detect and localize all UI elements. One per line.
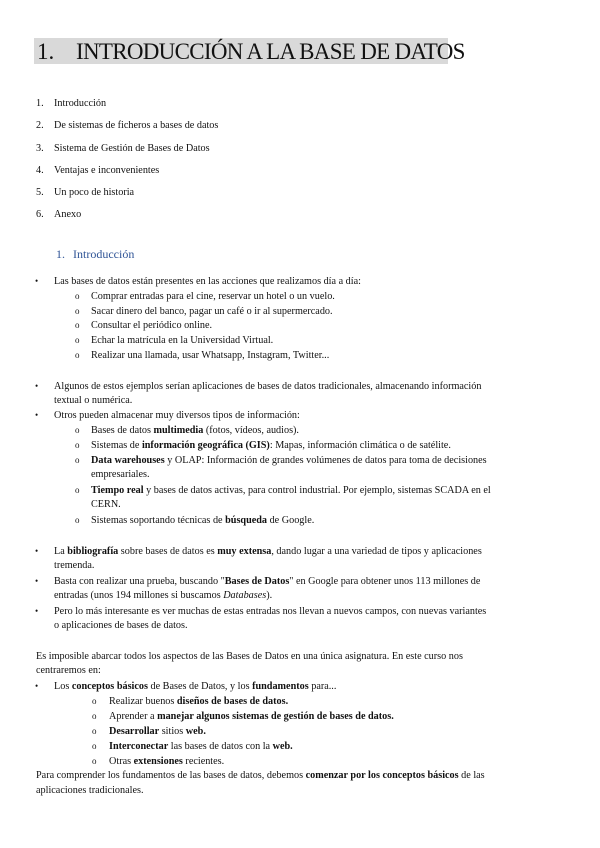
bullet-icon: • — [35, 381, 39, 391]
bullet-icon: • — [35, 276, 39, 286]
circle-bullet-icon: o — [92, 711, 97, 721]
toc-item: 3. Sistema de Gestión de Bases de Datos — [36, 142, 210, 154]
toc-item: 1. Introducción — [36, 98, 107, 109]
list-item: Interconectar las bases de datos con la web. — [109, 741, 293, 752]
circle-bullet-icon: o — [75, 320, 80, 330]
list-item: Echar la matrícula en la Universidad Virtual. — [91, 335, 274, 346]
list-item: Realizar una llamada, usar Whatsapp, Instagram, Twitter... — [91, 350, 330, 361]
toc-item: 6. Anexo — [36, 209, 82, 221]
circle-bullet-icon: o — [92, 741, 97, 751]
list-item: Aprender a manejar algunos sistemas de gestión de bases de datos. — [109, 711, 394, 722]
paragraph: Los conceptos básicos de Bases de Datos, y los fundamentos para... — [54, 681, 337, 692]
paragraph: o aplicaciones de bases de datos. — [54, 620, 188, 631]
paragraph: Otros pueden almacenar muy diversos tipos de información: — [54, 410, 300, 421]
circle-bullet-icon: o — [75, 350, 80, 360]
circle-bullet-icon: o — [92, 696, 97, 706]
list-item: Sistemas de información geográfica (GIS): Mapas, información climática o de satélite. — [91, 440, 451, 451]
paragraph: tremenda. — [54, 560, 95, 571]
list-item: Comprar entradas para el cine, reservar un hotel o un vuelo. — [91, 291, 335, 302]
circle-bullet-icon: o — [75, 485, 80, 495]
paragraph: Algunos de estos ejemplos serían aplicaciones de bases de datos tradicionales, almacenando información — [54, 381, 482, 392]
list-item: Sistemas soportando técnicas de búsqueda de Google. — [91, 515, 315, 526]
section-heading: 1. Introducción — [56, 247, 135, 261]
list-item: Realizar buenos diseños de bases de datos. — [109, 696, 289, 707]
toc-item: 5. Un poco de historia — [36, 187, 135, 199]
list-item: Tiempo real y bases de datos activas, para control industrial. Por ejemplo, sistemas SCADA en el — [91, 485, 491, 496]
list-item: Sacar dinero del banco, pagar un café o ir al supermercado. — [91, 306, 333, 317]
table-of-contents — [36, 93, 218, 227]
paragraph: aplicaciones tradicionales. — [36, 785, 144, 796]
list-item: Consultar el periódico online. — [91, 320, 213, 331]
bullet-icon: • — [35, 410, 39, 420]
paragraph: Basta con realizar una prueba, buscando "Bases de Datos" en Google para obtener unos 113 millones de — [54, 576, 481, 587]
paragraph: Es imposible abarcar todos los aspectos de las Bases de Datos en una única asignatura. En este curso nos — [36, 651, 463, 662]
circle-bullet-icon: o — [75, 515, 80, 525]
circle-bullet-icon: o — [92, 756, 97, 766]
title-number: 1. — [37, 39, 55, 64]
list-item: Otras extensiones recientes. — [109, 756, 225, 767]
page-title: INTRODUCCIÓN A LA BASE DE DATOS — [76, 39, 465, 64]
paragraph: textual o numérica. — [54, 395, 133, 406]
list-item: Data warehouses y OLAP: Información de grandes volúmenes de datos para toma de decisiones — [91, 455, 487, 466]
circle-bullet-icon: o — [75, 291, 80, 301]
circle-bullet-icon: o — [75, 440, 80, 450]
bullet-icon: • — [35, 546, 39, 556]
paragraph: entradas (unos 194 millones si buscamos Databases). — [54, 590, 273, 601]
list-item: CERN. — [91, 499, 121, 510]
circle-bullet-icon: o — [75, 425, 80, 435]
list-item: Bases de datos multimedia (fotos, vídeos, audios). — [91, 425, 299, 436]
circle-bullet-icon: o — [92, 726, 97, 736]
bullet-icon: • — [35, 606, 39, 616]
list-item: empresariales. — [91, 469, 150, 480]
toc-item: 2. De sistemas de ficheros a bases de datos — [36, 120, 219, 132]
circle-bullet-icon: o — [75, 306, 80, 316]
list-item: Desarrollar sitios web. — [109, 726, 206, 737]
circle-bullet-icon: o — [75, 335, 80, 345]
toc-item: 4. Ventajas e inconvenientes — [36, 164, 160, 176]
paragraph: La bibliografía sobre bases de datos es muy extensa, dando lugar a una variedad de tipos y aplicaciones — [54, 546, 482, 557]
bullet-icon: • — [35, 576, 39, 586]
paragraph: Pero lo más interesante es ver muchas de estas entradas nos llevan a nuevos campos, con nuevas variantes — [54, 606, 487, 617]
paragraph: Para comprender los fundamentos de las bases de datos, debemos comenzar por los conceptos básicos de las — [36, 770, 485, 781]
circle-bullet-icon: o — [75, 455, 80, 465]
paragraph: Las bases de datos están presentes en las acciones que realizamos día a día: — [54, 276, 361, 287]
bullet-icon: • — [35, 681, 39, 691]
paragraph: centraremos en: — [36, 665, 101, 676]
